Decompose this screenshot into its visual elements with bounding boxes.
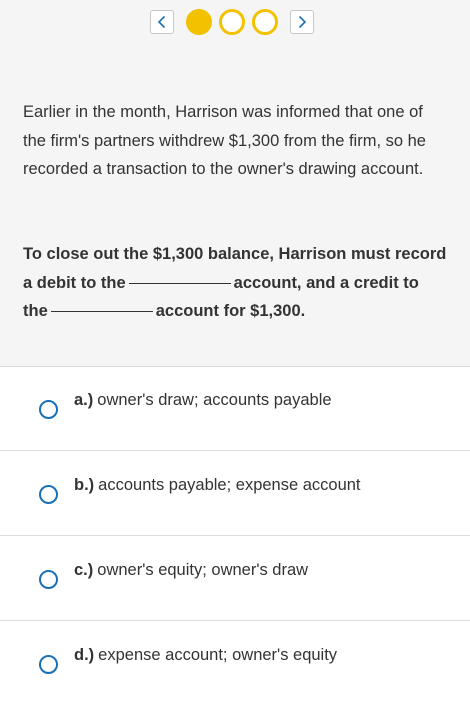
question-text-part-3: account for $1,300.	[155, 302, 306, 320]
option-letter: a.)	[74, 391, 94, 409]
step-dot-1-current[interactable]	[186, 9, 212, 35]
step-dot-2[interactable]	[219, 9, 245, 35]
answer-option-c[interactable]	[0, 536, 470, 621]
chevron-right-icon	[296, 15, 308, 29]
option-label-c	[74, 559, 308, 581]
radio-button-a[interactable]	[39, 400, 58, 419]
radio-button-c[interactable]	[39, 570, 58, 589]
option-text: owner's equity; owner's draw	[97, 561, 309, 579]
answer-blank-1	[129, 282, 231, 284]
answer-blank-2	[51, 310, 153, 312]
step-dot-3[interactable]	[252, 9, 278, 35]
option-letter: b.)	[74, 476, 95, 494]
option-letter: c.)	[74, 561, 94, 579]
question-context: Earlier in the month, Harrison was informed that one of the firm's partners withdrew $1,300 from the firm, so he recorded a transaction to the owner's drawing account.	[23, 103, 426, 178]
answer-option-a[interactable]	[0, 366, 470, 451]
option-text: owner's draw; accounts payable	[97, 391, 332, 409]
option-text: accounts payable; expense account	[98, 476, 361, 494]
next-question-button[interactable]	[290, 10, 314, 34]
radio-button-d[interactable]	[39, 655, 58, 674]
option-label-a	[74, 389, 332, 411]
question-text-part-1: To close out the $1,300 balance, Harrison must record a debit to the	[23, 245, 447, 292]
option-label-d	[74, 644, 337, 666]
chevron-left-icon	[156, 15, 168, 29]
question-pager	[150, 8, 314, 36]
answer-option-b[interactable]	[0, 451, 470, 536]
radio-button-b[interactable]	[39, 485, 58, 504]
question-text-part-2: account, and a credit to the	[23, 273, 419, 320]
question-stem	[23, 240, 448, 326]
option-text: expense account; owner's equity	[98, 646, 338, 664]
option-label-b	[74, 474, 361, 496]
answer-option-d[interactable]	[0, 621, 470, 706]
previous-question-button[interactable]	[150, 10, 174, 34]
option-letter: d.)	[74, 646, 95, 664]
